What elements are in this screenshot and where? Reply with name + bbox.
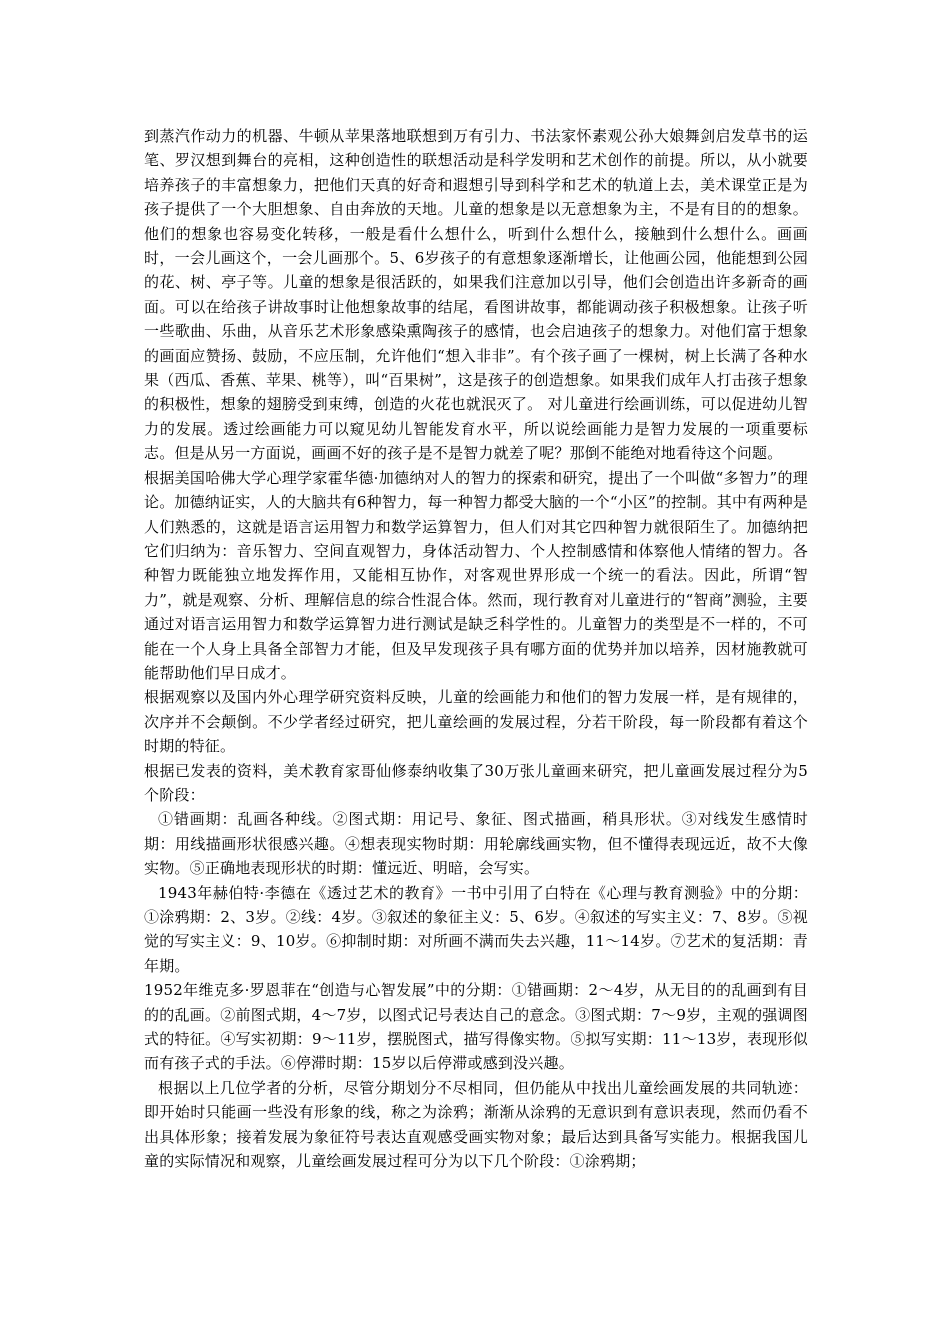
document-body — [144, 124, 808, 1173]
paragraph-five-stages-list: ①错画期：乱画各种线。②图式期：用记号、象征、图式描画，稍具形状。③对线发生感情时期：用线描画形状很感兴趣。④想表现实物时期：用轮廓线画实物，但不懂得表现远近，故不大像实物。⑤正确地表现形状的时期：懂远近、明暗，会写实。 — [144, 810, 808, 878]
paragraph-development-stages-intro: 根据观察以及国内外心理学研究资料反映，儿童的绘画能力和他们的智力发展一样，是有规律的，次序并不会颠倒。不少学者经过研究，把儿童绘画的发展过程，分若干阶段，每一阶段都有着这个时期的特征。 — [144, 688, 808, 756]
paragraph-five-stages-intro: 根据已发表的资料，美术教育家哥仙修泰纳收集了30万张儿童画来研究，把儿童画发展过程分为5个阶段： — [144, 761, 808, 804]
paragraph-lowenfeld-1952: 1952年维克多·罗恩菲在“创造与心智发展”中的分期：①错画期：2～4岁，从无目的的乱画到有目的的乱画。②前图式期，4～7岁，以图式记号表达自己的意念。③图式期：7～9岁，主观的强调图式的特征。④写实初期：9～11岁，摆脱图式，描写得像实物。⑤拟写实期：11～13岁，表现形似而有孩子式的手法。⑥停滞时期：15岁以后停滞或感到没兴趣。 — [144, 981, 808, 1073]
paragraph-summary: 根据以上几位学者的分析，尽管分期划分不尽相同，但仍能从中找出儿童绘画发展的共同轨迹：即开始时只能画一些没有形象的线，称之为涂鸦；渐渐从涂鸦的无意识到有意识表现，然而仍看不出具体形象；接着发展为象征符号表达直观感受画实物对象；最后达到具备写实能力。根据我国儿童的实际情况和观察，儿童绘画发展过程可分为以下几个阶段：①涂鸦期； — [144, 1078, 808, 1171]
paragraph-read-1943: 1943年赫伯特·李德在《透过艺术的教育》一书中引用了白特在《心理与教育测验》中的分期：①涂鸦期：2、3岁。②线：4岁。③叙述的象征主义：5、6岁。④叙述的写实主义：7、8岁。⑤视觉的写实主义：9、10岁。⑥抑制时期：对所画不满而失去兴趣，11～14岁。⑦艺术的复活期：青年期。 — [144, 883, 808, 975]
paragraph-multiple-intelligences: 根据美国哈佛大学心理学家霍华德·加德纳对人的智力的探索和研究，提出了一个叫做“多智力”的理论。加德纳证实，人的大脑共有6种智力，每一种智力都受大脑的一个“小区”的控制。其中有两种是人们熟悉的，这就是语言运用智力和数学运算智力，但人们对其它四种智力就很陌生了。加德纳把它们归纳为：音乐智力、空间直观智力，身体活动智力、个人控制感情和体察他人情绪的智力。各种智力既能独立地发挥作用，又能相互协作，对客观世界形成一个统一的看法。因此，所谓“智力”，就是观察、分析、理解信息的综合性混合体。然而，现行教育对儿童进行的“智商”测验，主要通过对语言运用智力和数学运算智力进行测试是缺乏科学性的。儿童智力的类型是不一样的，不可能在一个人身上具备全部智力才能，但及早发现孩子具有哪方面的优势并加以培养，因材施教就可能帮助他们早日成才。 — [144, 468, 808, 682]
paragraph-imagination: 到蒸汽作动力的机器、牛顿从苹果落地联想到万有引力、书法家怀素观公孙大娘舞剑启发草书的运笔、罗汉想到舞台的亮相，这种创造性的联想活动是科学发明和艺术创作的前提。所以，从小就要培养孩子的丰富想象力，把他们天真的好奇和遐想引导到科学和艺术的轨道上去，美术课堂正是为孩子提供了一个大胆想象、自由奔放的天地。儿童的想象是以无意想象为主，不是有目的的想象。他们的想象也容易变化转移，一般是看什么想什么，听到什么想什么，接触到什么想什么。画画时，一会儿画这个，一会儿画那个。5、6岁孩子的有意想象逐渐增长，让他画公园，他能想到公园的花、树、亭子等。儿童的想象是很活跃的，如果我们注意加以引导，他们会创造出许多新奇的画面。可以在给孩子讲故事时让他想象故事的结尾，看图讲故事，都能调动孩子积极想象。让孩子听一些歌曲、乐曲，从音乐艺术形象感染熏陶孩子的感情，也会启迪孩子的想象力。对他们富于想象的画面应赞扬、鼓励，不应压制，允许他们“想入非非”。有个孩子画了一棵树，树上长满了各种水果（西瓜、香蕉、苹果、桃等），叫“百果树”，这是孩子的创造想象。如果我们成年人打击孩子想象的积极性，想象的翅膀受到束缚，创造的火花也就泯灭了。 对儿童进行绘画训练，可以促进幼儿智力的发展。透过绘画能力可以窥见幼儿智能发育水平，所以说绘画能力是智力发展的一项重要标志。但是从另一方面说，画画不好的孩子是不是智力就差了呢？那倒不能绝对地看待这个问题。 — [144, 127, 808, 463]
